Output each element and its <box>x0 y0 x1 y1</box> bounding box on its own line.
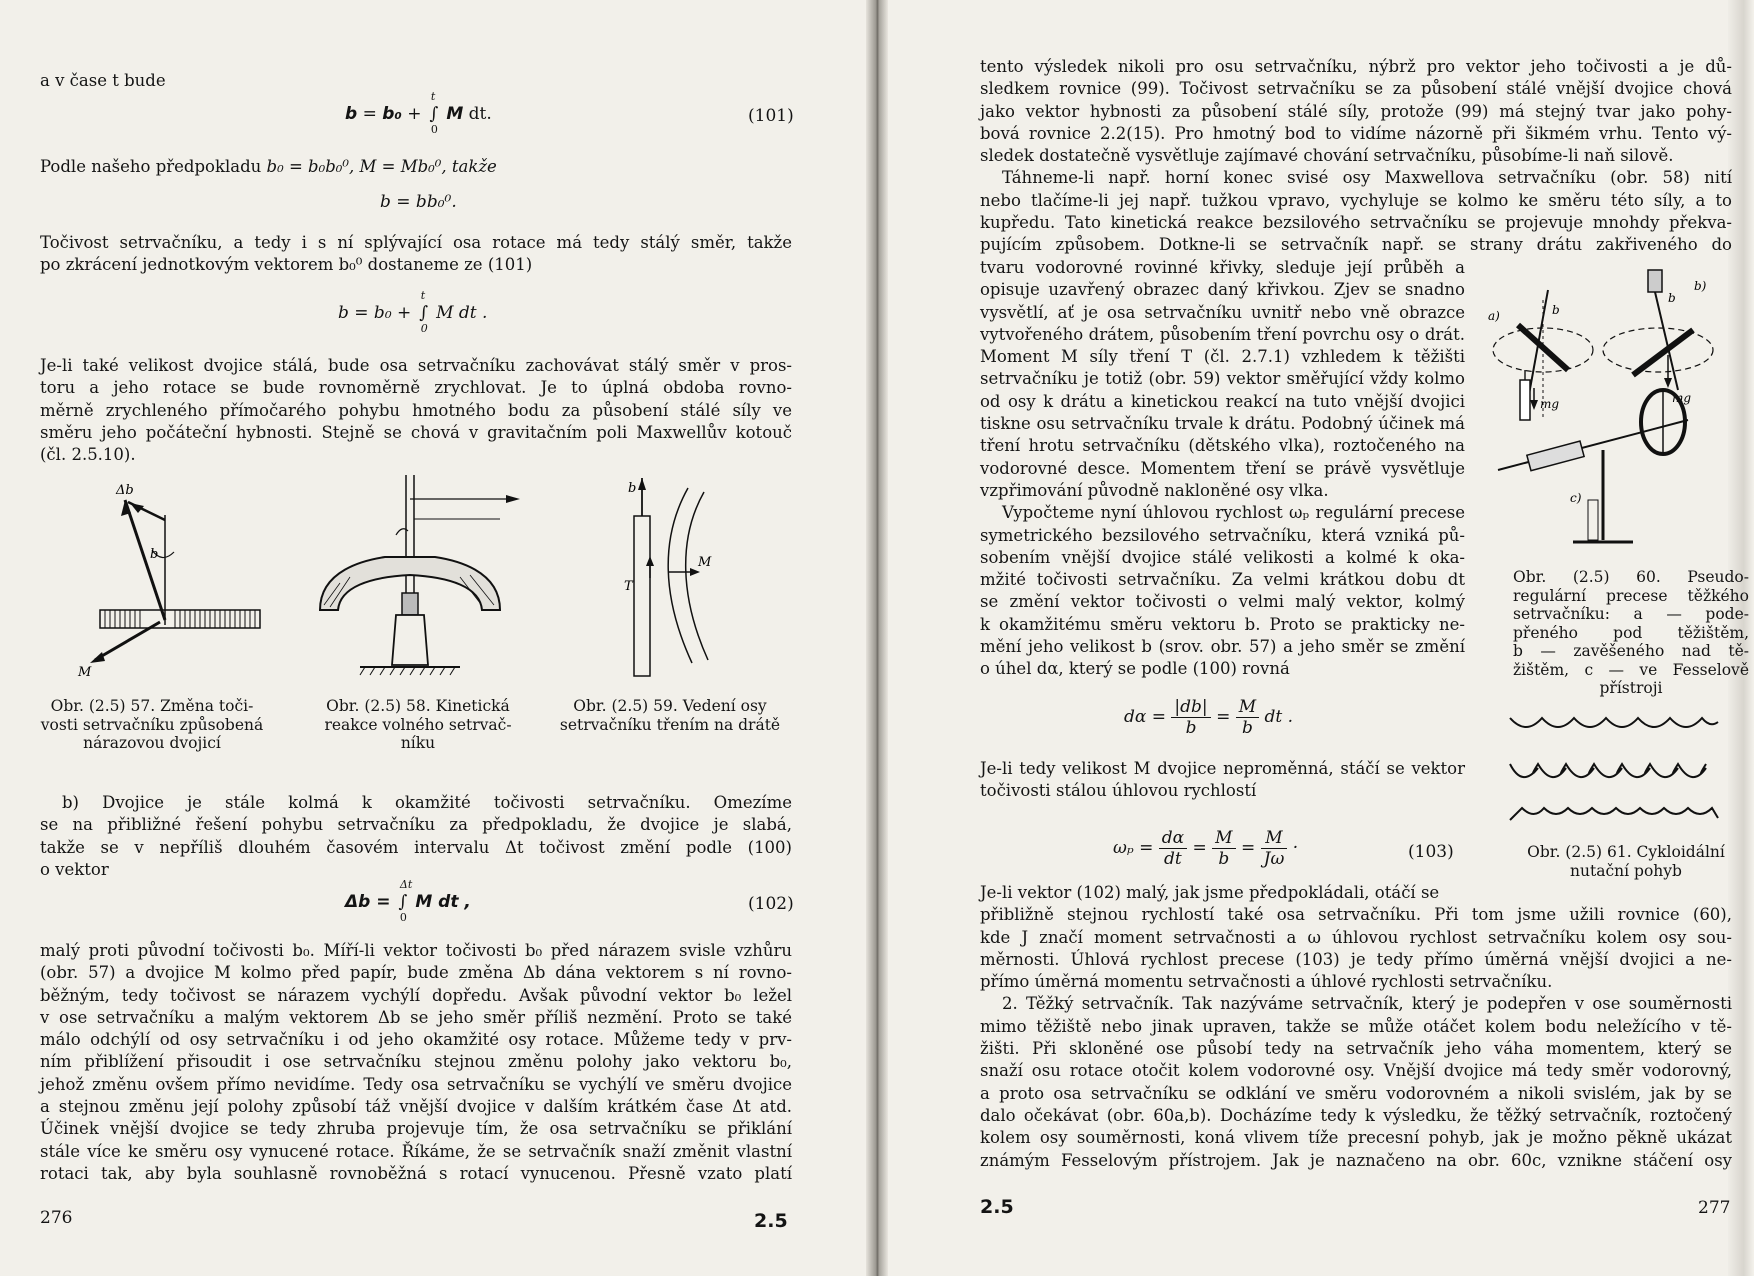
equation-103: ωₚ = $\frac{d\alpha}{dt}$ = $\frac{M}{b}$ = $\frac{M}{J\omega}$ · <box>1113 828 1299 869</box>
paragraph-perpendicular-couple: b) Dvojice je stále kolmá k okamžité točivosti setrvačníku. Omezíme se na přibližné řešení pohybu setrvačníku za předpokladu, že dvojice je slabá, takže se v nepříliš dlouhém časovém intervalu Δt točivost změní podle (100) o vektor <box>40 793 792 879</box>
b-equals-bb0: b = bb₀⁰. <box>380 192 457 212</box>
figure-57-diagram <box>80 480 280 680</box>
figure-58-diagram <box>310 475 530 685</box>
paragraph-heavy-gyroscope: Je-li vektor (102) malý, jak jsme předpokládali, otáčí se přibližně stejnou rychlostí také osa setrvačníku. Při tom jsme užili rovnice (60), kde J značí moment setrvačnosti a ω úhlovou rychlost setrvačníku kolem osy sou- měrnosti. Úhlová rychlost precese (103) je tedy přímo úměrná vnější dvojici a ne- přímo úměrná momentu setrvačnosti a úhlové rychlosti setrvačníku. 2. Těžký setrvačník. Tak nazýváme setrvačník, který je podepřen v ose souměrnosti mimo těžiště nebo jinak upraven, takže se může otáčet kolem bodu neležícího v tě- žišti. Při skloněné ose působí tedy na setrvačník jeho váha momentem, který se snaží osu rotace otočit kolem vodorovné osy. Vnější dvojice má tedy směr vodorovný, a proto osa setrvačníku se odklání ve směru vodorovném a nikoli svislém, jak by se dalo očekávat (obr. 60a,b). Docházíme tedy k výsledku, že těžký setrvačník, roztočený kolem osy souměrnosti, koná vlivem tíže precesní pohyb, jak je možno pěkně ukázat známým Fesselovým přístrojem. Jak je naznačeno na obr. 60c, vznikne stáčení osy <box>980 883 1732 1170</box>
paragraph-angular-velocity: Je-li tedy velikost M dvojice neproměnná, stáčí se vektor točivosti stálou úhlovou rychlostí <box>980 759 1465 801</box>
equation-number-103: (103) <box>1408 842 1454 862</box>
figure-60-label-mg-1: mg <box>1540 397 1560 411</box>
section-marker-left: 2.5 <box>754 1210 788 1232</box>
paragraph-constant-direction: Točivost setrvačníku, a tedy i s ní splývající osa rotace má tedy stálý směr, takže po zkrácení jednotkovým vektorem b₀⁰ dostaneme ze (101) <box>40 233 792 275</box>
figure-57-label-M: M <box>78 665 92 680</box>
paragraph-wire-friction: tvaru vodorovné rovinné křivky, sleduje její průběh a opisuje uzavřený obrazec daný křivkou. Zjev se snadno vysvětlí, ať je osa setrvačníku uvnitř nebo vně obrazce vytvořeného drátem, působením tření povrchu osy o drát. Moment M síly tření T (čl. 2.7.1) vzhledem k těžišti setrvačníku je totiž (obr. 59) vektor směřující vždy kolmo od osy k drátu a kinetickou reakcí na tuto vnější dvojici tiskne osu setrvačníku trvale k drátu. Podobný účinek má tření hrotu setrvačníku (dětského vlka), roztočeného na vodorovné desce. Momentem tření se právě vysvětluje vzpřimování původně nakloněné osy vlka. Vypočteme nyní úhlovou rychlost ωₚ regulární precese symetrického bezsilového setrvačníku, která vzniká pů- sobením vnější dvojice stálé velikosti a kolmé k oka- mžité točivosti setrvačníku. Za velmi krátkou dobu dt se změní vektor točivosti o velmi malý vektor, kolmý k okamžitému směru vektoru b. Proto se prakticky ne- mění jeho velikost b (srov. obr. 57) a jeho směr se změní o úhel dα, který se podle (100) rovná <box>980 258 1465 679</box>
left-page <box>0 0 866 1276</box>
equation-number-102: (102) <box>748 894 794 914</box>
page-number-left: 276 <box>40 1208 73 1228</box>
figure-60-label-b-vector-1: b <box>1552 303 1560 317</box>
figure-59-label-T: T <box>624 579 633 594</box>
figure-59-label-M: M <box>698 555 712 570</box>
figure-57-caption: Obr. (2.5) 57. Změna toči- vosti setrvačníku způsobená nárazovou dvojicí <box>40 697 264 752</box>
figure-59-label-b: b <box>628 481 637 496</box>
figure-60-label-mg-2: mg <box>1672 391 1692 405</box>
figure-57-label-b: b <box>150 547 159 562</box>
equation-scalar: b = b₀ + ∫ t 0 M dt . <box>338 289 488 335</box>
book-gutter <box>866 0 888 1276</box>
equation-dalpha: dα = $\frac{|db|}{b}$ = $\frac{M}{b}$ dt . <box>1124 697 1294 738</box>
intro-text: a v čase t bude <box>40 71 166 90</box>
figure-61-diagram <box>1508 708 1720 833</box>
right-page <box>888 0 1754 1276</box>
figure-59-caption: Obr. (2.5) 59. Vedení osy setrvačníku třením na drátě <box>559 697 781 734</box>
figure-60-label-b: b) <box>1694 279 1707 293</box>
figure-60-label-a: a) <box>1488 309 1500 323</box>
equation-number-101: (101) <box>748 106 794 126</box>
section-marker-right: 2.5 <box>980 1196 1014 1218</box>
equation-102: Δb = ∫ Δt 0 M dt , <box>345 878 471 924</box>
figure-60-label-b-vector-2: b <box>1668 291 1676 305</box>
paragraph-torque-vector: tento výsledek nikoli pro osu setrvačníku, nýbrž pro vektor jeho točivosti a je dů- sledkem rovnice (99). Točivost setrvačníku se za působení stálé vnější dvojice chová jako vektor hybnosti za působení stálé síly, protože (99) má stejný tvar jako pohy- bová rovnice 2.2(15). Pro hmotný bod to vidíme názorně při šikmém vrhu. Tento vý- sledek dostatečně vysvětluje zajímavé chování setrvačníku, působíme-li naň silově. Táhneme-li např. horní konec svisé osy Maxwellova setrvačníku (obr. 58) nití nebo tlačíme-li jej např. tužkou vpravo, vychyluje se kolmo ke směru této síly, a to kupředu. Tato kinetická reakce bezsilového setrvačníku se projevuje mnohdy překva- pujícím způsobem. Dotkne-li se setrvačník např. se strany drátu zakřiveného do <box>980 57 1732 255</box>
page-number-right: 277 <box>1698 1198 1731 1218</box>
figure-58-caption: Obr. (2.5) 58. Kinetická reakce volného setrvač- níku <box>324 697 512 752</box>
paragraph-uniform-acceleration: Je-li také velikost dvojice stálá, bude osa setrvačníku zachovávat stálý směr v pros- toru a jeho rotace se bude rovnoměrně zrychlovat. Je to úplná obdoba rovno- měrně zrychleného přímočarého pohybu hmotného bodu za působení stálé síly ve směru jeho počáteční hybnosti. Stejně se chová v gravitačním poli Maxwellův kotouč (čl. 2.5.10). <box>40 356 792 465</box>
figure-60-diagram <box>1488 270 1718 560</box>
assumption-line: Podle našeho předpokladu b₀ = b₀b₀⁰, M = Mb₀⁰, takže <box>40 157 497 176</box>
figure-57-label-delta-b: Δb <box>116 483 134 498</box>
paragraph-small-change: malý proti původní točivosti b₀. Míří-li vektor točivosti b₀ před nárazem svisle vzhůru (obr. 57) a dvojice M kolmo před papír, bude změna Δb dána vektorem s ní rovno- běžným, tedy točivost se nárazem vychýlí dopředu. Avšak původní vektor b₀ ležel v ose setrvačníku a malým vektorem Δb se jeho směr příliš nezmění. Proto se také málo odchýlí od osy setrvačníku i od jeho okamžité osy rotace. Můžeme tedy v prv- ním přiblížení přisoudit i ose setrvačníku stejnou změnu polohy jako vektoru b₀, jehož změnu ovšem přímo nevidíme. Tedy osa setrvačníku se vychýlí ve směru dvojice a stejnou změnu její polohy způsobí táž vnější dvojice v dalším krátkém čase Δt atd. Účinek vnější dvojice se tedy zhruba projevuje tím, že osa setrvačníku se přiklání stále více ke směru osy vynucené rotace. Říkáme, že se setrvačník snaží změnit vlastní rotaci tak, aby byla souhlasně rovnoběžná s rotací vynucenou. Přesně vzato platí <box>40 941 792 1183</box>
figure-60-caption: Obr. (2.5) 60. Pseudo- regulární precese těžkého setrvačníku: a — pode- přeného pod těžištěm, b — zavěšeného nad tě- žištěm, c — ve Fesselově přístroji <box>1513 568 1749 697</box>
figure-59-diagram <box>620 478 730 688</box>
equation-101: b = b₀ + ∫ t 0 M dt. <box>345 90 492 136</box>
figure-61-caption: Obr. (2.5) 61. Cykloidální nutační pohyb <box>1527 843 1725 880</box>
figure-60-label-c: c) <box>1570 491 1582 505</box>
